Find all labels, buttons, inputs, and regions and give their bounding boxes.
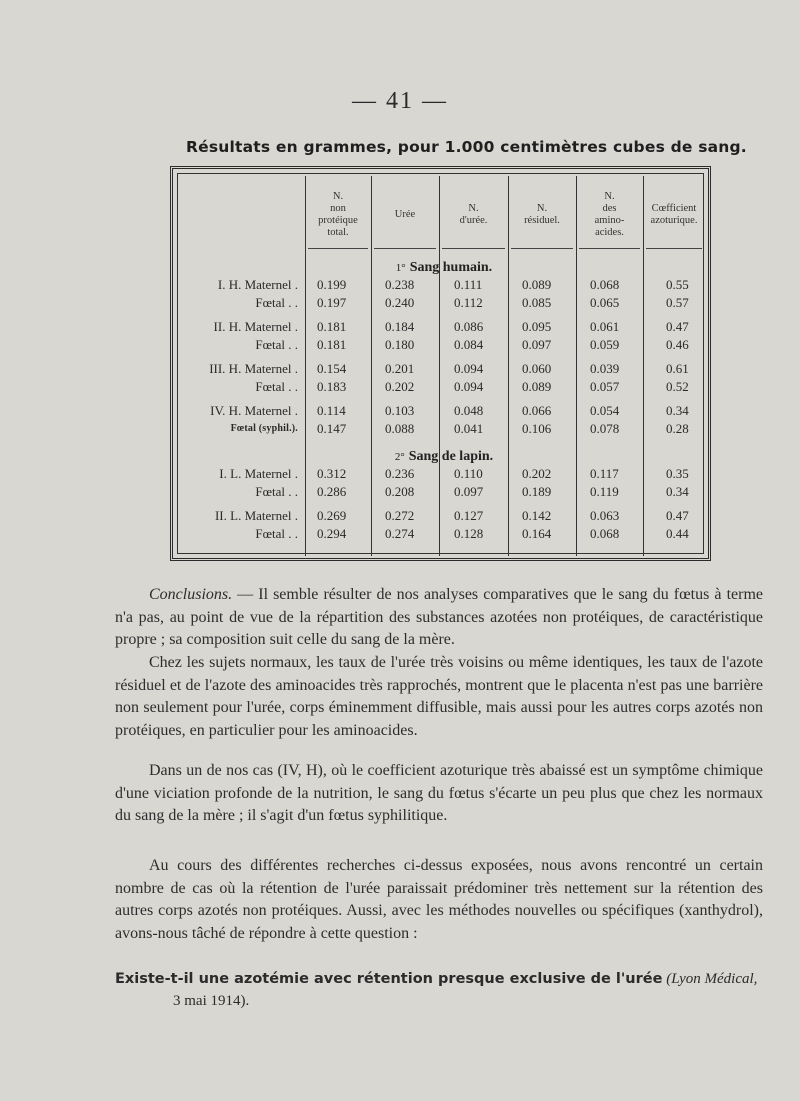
header-rule — [646, 248, 702, 249]
table-cell: 0.114 — [317, 403, 346, 418]
table-cell: 0.097 — [454, 483, 484, 499]
table-cell: 0.128 — [454, 525, 484, 541]
table-cell: 0.094 — [454, 361, 484, 376]
section-ordinal: 2° — [394, 451, 405, 463]
research-paragraph: Au cours des différentes recherches ci-dessus exposées, nous avons rencontré un certain nombre de cas où la rétention de l'urée paraissait prédominer très nettement sur la rétention des autres corps azotés non protéiques. Aussi, avec les méthodes nouvelles ou spécifiques (xanthydrol), avons-nous tâché de répondre à cette question : — [115, 857, 763, 942]
table-cell: 0.202 — [522, 466, 552, 481]
table-cell: 0.142 — [522, 508, 552, 523]
table-cell: 0.199 — [317, 277, 347, 292]
table-cell: 0.094 — [454, 378, 484, 394]
results-table — [170, 166, 711, 561]
header-rule — [579, 248, 640, 249]
conclusions-paragraph-2: Chez les sujets normaux, les taux de l'urée très voisins ou même identiques, les taux de l'azote résiduel et de l'azote des aminoacides très rapprochés, montrent que le placenta n'est pas une barrière non seulement pour l'urée, corps éminemment diffusible, mais aussi pour les autres corps azotés non protéiques, en particulier pour les aminoacides. — [115, 654, 763, 739]
table-cell: 0.34 — [666, 403, 689, 418]
table-body — [177, 173, 704, 554]
row-label: Fœtal . . — [255, 336, 298, 352]
row-label: Fœtal . . — [255, 378, 298, 394]
table-cell: 0.103 — [385, 403, 415, 418]
table-cell: 0.180 — [385, 336, 415, 352]
header-rule — [308, 248, 368, 249]
table-cell: 0.47 — [666, 508, 689, 523]
table-cell: 0.060 — [522, 361, 552, 376]
table-cell: 0.061 — [590, 319, 620, 334]
table-cell: 0.312 — [317, 466, 347, 481]
row-label: III. H. Maternel . — [209, 361, 298, 376]
table-cell: 0.154 — [317, 361, 347, 376]
table-cell: 0.197 — [317, 294, 347, 310]
page-number: — 41 — — [352, 88, 448, 114]
table-cell: 0.286 — [317, 483, 347, 499]
section-title-text: Sang de lapin. — [408, 449, 494, 464]
table-cell: 0.35 — [666, 466, 689, 481]
conclusions-text-1: — Il semble résulter de nos analyses comparatives que le sang du fœtus à terme n'a pas, au point de vue de la répartition des substances azotées non protéiques, de caractéristique propre ; sa composition suit celle du sang de la mère. — [115, 586, 763, 648]
column-header: N. des amino- acides. — [594, 191, 625, 238]
section-title-text: Sang humain. — [409, 260, 493, 275]
table-cell: 0.240 — [385, 294, 415, 310]
table-cell: 0.269 — [317, 508, 347, 523]
table-cell: 0.089 — [522, 277, 552, 292]
table-cell: 0.52 — [666, 378, 689, 394]
row-label: Fœtal . . — [255, 483, 298, 499]
table-cell: 0.208 — [385, 483, 415, 499]
table-cell: 0.089 — [522, 378, 552, 394]
table-caption: Résultats en grammes, pour 1.000 centimètres cubes de sang. — [186, 138, 747, 156]
table-cell: 0.095 — [522, 319, 552, 334]
table-cell: 0.041 — [454, 420, 484, 436]
row-label: Fœtal . . — [255, 525, 298, 541]
table-cell: 0.44 — [666, 525, 689, 541]
table-cell: 0.112 — [454, 294, 483, 310]
table-cell: 0.084 — [454, 336, 484, 352]
table-cell: 0.039 — [590, 361, 620, 376]
table-cell: 0.164 — [522, 525, 552, 541]
column-header: N. non protéique total. — [318, 191, 358, 238]
header-rule — [511, 248, 573, 249]
table-cell: 0.127 — [454, 508, 484, 523]
table-cell: 0.086 — [454, 319, 484, 334]
table-cell: 0.078 — [590, 420, 620, 436]
conclusions-paragraph-3: Dans un de nos cas (IV, H), où le coefficient azoturique très abaissé est un symptôme chimique d'une viciation profonde de la nutrition, le sang du fœtus s'écarte un peu plus que chez les normaux du sang de la mère ; il s'agit d'un fœtus syphilitique. — [115, 762, 763, 824]
table-cell: 0.054 — [590, 403, 620, 418]
table-cell: 0.059 — [590, 336, 620, 352]
header-rule — [442, 248, 505, 249]
table-cell: 0.110 — [454, 466, 483, 481]
table-cell: 0.55 — [666, 277, 689, 292]
table-cell: 0.111 — [454, 277, 483, 292]
section-title — [178, 260, 710, 276]
final-question-source: (Lyon Médical, — [662, 971, 758, 987]
row-label: I. L. Maternel . — [219, 466, 298, 481]
table-cell: 0.106 — [522, 420, 552, 436]
table-cell: 0.065 — [590, 294, 620, 310]
table-cell: 0.119 — [590, 483, 619, 499]
table-cell: 0.097 — [522, 336, 552, 352]
column-header: Cœfficient azoturique. — [650, 203, 698, 226]
table-cell: 0.28 — [666, 420, 689, 436]
table-cell: 0.066 — [522, 403, 552, 418]
table-cell: 0.117 — [590, 466, 619, 481]
row-label: II. H. Maternel . — [213, 319, 298, 334]
section-ordinal: 1° — [395, 262, 406, 274]
table-cell: 0.238 — [385, 277, 415, 292]
table-cell: 0.61 — [666, 361, 689, 376]
row-label: I. H. Maternel . — [217, 277, 298, 292]
final-question-date: 3 mai 1914). — [173, 993, 250, 1009]
table-cell: 0.048 — [454, 403, 484, 418]
table-cell: 0.236 — [385, 466, 415, 481]
row-label: II. L. Maternel . — [214, 508, 298, 523]
table-cell: 0.183 — [317, 378, 347, 394]
table-cell: 0.184 — [385, 319, 415, 334]
table-cell: 0.202 — [385, 378, 415, 394]
conclusions-paragraph-1 — [115, 584, 763, 652]
table-cell: 0.068 — [590, 277, 620, 292]
table-cell: 0.201 — [385, 361, 415, 376]
header-rule — [374, 248, 436, 249]
column-header: N. d'urée. — [459, 203, 488, 226]
table-cell: 0.181 — [317, 319, 347, 334]
conclusions-label: Conclusions. — [149, 586, 233, 603]
table-cell: 0.189 — [522, 483, 552, 499]
table-cell: 0.47 — [666, 319, 689, 334]
table-cell: 0.57 — [666, 294, 689, 310]
table-cell: 0.294 — [317, 525, 347, 541]
table-cell: 0.085 — [522, 294, 552, 310]
table-cell: 0.34 — [666, 483, 689, 499]
table-cell: 0.088 — [385, 420, 415, 436]
section-title — [178, 449, 710, 465]
table-cell: 0.057 — [590, 378, 620, 394]
table-cell: 0.063 — [590, 508, 620, 523]
column-header: Urée — [394, 209, 416, 220]
row-label: Fœtal . . — [255, 294, 298, 310]
table-cell: 0.068 — [590, 525, 620, 541]
table-cell: 0.181 — [317, 336, 347, 352]
table-cell: 0.147 — [317, 420, 347, 436]
final-question-bold: Existe-t-il une azotémie avec rétention presque exclusive de l'urée — [115, 971, 663, 987]
row-label: Fœtal (syphil.). — [230, 422, 298, 434]
table-cell: 0.274 — [385, 525, 415, 541]
row-label: IV. H. Maternel . — [210, 403, 298, 418]
column-header: N. résiduel. — [524, 203, 560, 226]
table-cell: 0.46 — [666, 336, 689, 352]
final-question — [115, 968, 765, 1012]
table-cell: 0.272 — [385, 508, 415, 523]
